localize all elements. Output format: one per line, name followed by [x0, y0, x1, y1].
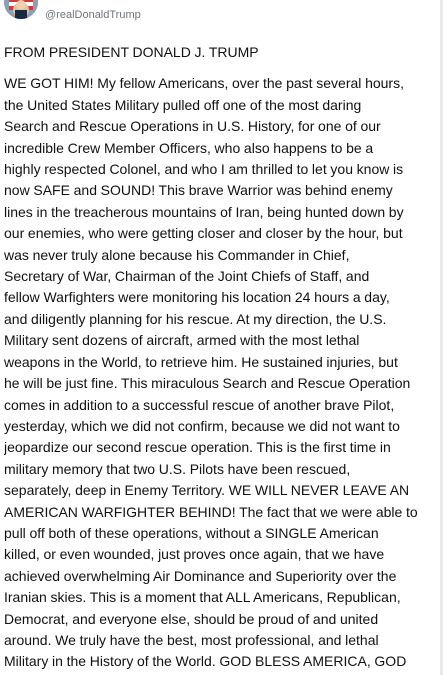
- post-line: now SAFE and SOUND! This brave Warrior was behind enemy: [4, 182, 393, 199]
- post-line: Iranian skies. This is a moment that ALL Americans, Republican,: [4, 589, 401, 606]
- american-flag-avatar-icon: [4, 0, 38, 19]
- post-line: achieved overwhelming Air Dominance and Superiority over the: [4, 567, 397, 584]
- post-line: around. We truly have the best, most professional, and lethal: [4, 631, 379, 648]
- post-line: highly respected Colonel, and who I am thrilled to let you know is: [4, 161, 404, 178]
- post-line: comes in addition to a successful rescue of another brave Pilot,: [4, 396, 395, 413]
- post-line: pull off both of these operations, without a SINGLE American: [4, 524, 379, 541]
- post-line: WE GOT HIM! My fellow Americans, over the past several hours,: [4, 75, 404, 92]
- post-line: Search and Rescue Operations in U.S. History, for one of our: [4, 118, 381, 135]
- post-line: the United States Military pulled off one of the most daring: [4, 96, 362, 113]
- post-line: our enemies, who were getting closer and closer by the hour, but: [4, 225, 403, 242]
- post-line: separately, deep in Enemy Territory. WE WILL NEVER LEAVE AN: [4, 482, 410, 499]
- post-line: was never truly alone because his Commander in Chief,: [4, 246, 350, 263]
- post-line: lines in the treacherous mountains of Iran, being hunted down by: [4, 203, 404, 220]
- post-line: killed, or even wounded, just proves once again, that we have: [4, 546, 385, 563]
- post-line: incredible Crew Member Officers, who also happens to be a: [4, 139, 374, 156]
- post-line: Military in the History of the World. GOD BLESS AMERICA, GOD: [4, 653, 407, 670]
- post-line: Military sent dozens of aircraft, armed with the most lethal: [4, 332, 360, 349]
- post-header: [4, 0, 434, 23]
- account-handle[interactable]: @realDonaldTrump: [45, 9, 141, 21]
- post-line: military memory that two U.S. Pilots have been rescued,: [4, 460, 351, 477]
- post-line: jeopardize our second rescue operation. This is the first time in: [4, 439, 391, 456]
- post-body: [4, 73, 429, 672]
- avatar[interactable]: [4, 0, 38, 19]
- post-content: [4, 42, 429, 673]
- post-line: he will be just fine. This miraculous Search and Rescue Operation: [4, 375, 411, 392]
- post-line: and diligently planning for his rescue. At my direction, the U.S.: [4, 310, 387, 327]
- post-line: Secretary of War, Chairman of the Joint Chiefs of Staff, and: [4, 268, 370, 285]
- post-title: FROM PRESIDENT DONALD J. TRUMP: [4, 44, 259, 60]
- post-line: yesterday, which we did not confirm, because we did not want to: [4, 417, 400, 434]
- post-line: AMERICAN WARFIGHTER BEHIND! The fact that we were able to: [4, 503, 418, 520]
- post-line: fellow Warfighters were monitoring his location 24 hours a day,: [4, 289, 390, 306]
- post-line: weapons in the World, to retrieve him. He sustained injuries, but: [4, 353, 398, 370]
- post-line: Democrat, and everyone else, should be proud of and united: [4, 610, 379, 627]
